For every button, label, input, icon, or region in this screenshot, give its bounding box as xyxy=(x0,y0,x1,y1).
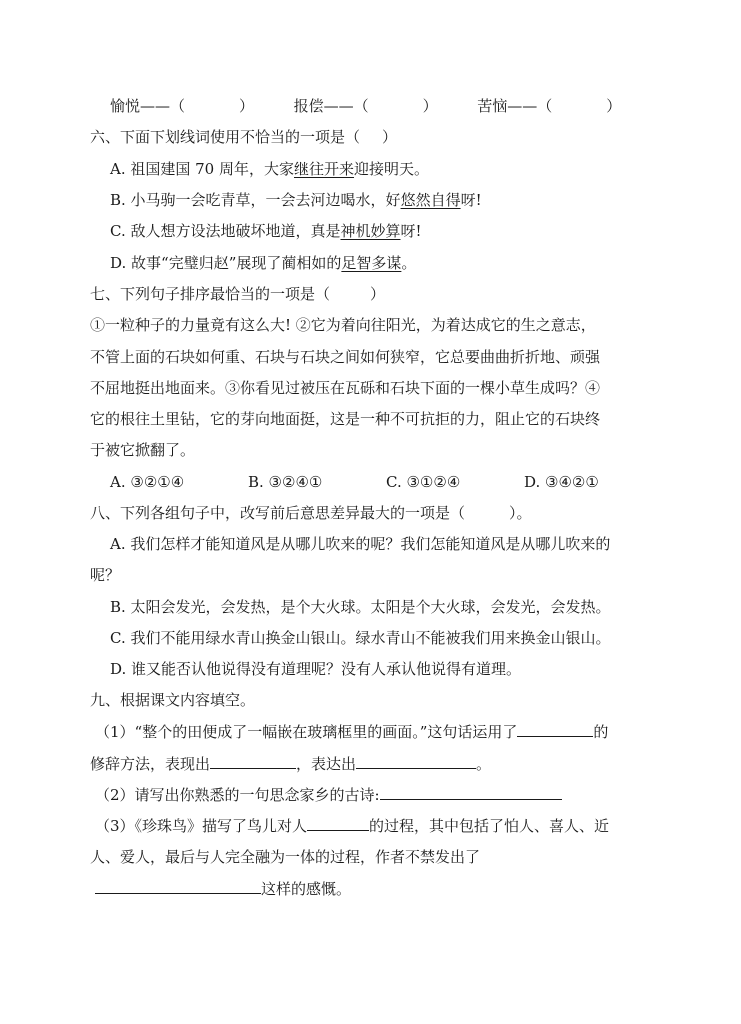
underlined-word: 继往开来 xyxy=(294,160,355,178)
q7-passage-line: 不屈地挺出地面来。③你看见过被压在瓦砾和石块下面的一棵小草生成吗？④ xyxy=(90,379,601,397)
q6-option-d: D. 故事“完璧归赵”展现了蔺相如的足智多谋。 xyxy=(110,254,417,272)
q9-item-2: （2）请写出你熟悉的一句思念家乡的古诗: xyxy=(95,783,562,806)
q7-passage-line: 于被它掀翻了。 xyxy=(90,441,196,459)
answer-blank[interactable] xyxy=(380,783,562,800)
q7-passage-line: 它的根往土里钻，它的芽向地面挺，这是一种不可抗拒的力，阻止它的石块终 xyxy=(90,410,601,428)
q7-option-a: A. ③②①④ xyxy=(110,473,185,491)
answer-blank[interactable] xyxy=(517,720,593,737)
underlined-word: 神机妙算 xyxy=(340,222,401,240)
q8-option-a: A. 我们怎样才能知道风是从哪儿吹来的呢？我们怎能知道风是从哪儿吹来的 xyxy=(110,535,611,553)
underlined-word: 足智多谋 xyxy=(341,254,402,272)
q8-option-b: B. 太阳会发光，会发热，是个大火球。太阳是个大火球，会发光，会发热。 xyxy=(110,598,611,616)
q6-option-a: A. 祖国建国 70 周年，大家继往开来迎接明天。 xyxy=(110,160,430,178)
question-9-title: 九、根据课文内容填空。 xyxy=(90,691,256,709)
q7-passage-line: ①一粒种子的力量竟有这么大! ②它为着向往阳光，为着达成它的生之意志， xyxy=(90,316,596,334)
q8-option-a-cont: 呢？ xyxy=(90,566,121,584)
q7-option-d: D. ③④②① xyxy=(524,473,599,491)
word-pairs-line: 愉悦——（ ） 报偿——（ ） 苦恼——（ ） xyxy=(110,97,622,115)
q7-option-b: B. ③②④① xyxy=(248,473,323,491)
answer-blank[interactable] xyxy=(95,877,261,894)
word-1: 愉悦——（ xyxy=(110,97,186,115)
word-3: 苦恼——（ xyxy=(477,97,553,115)
answer-blank[interactable] xyxy=(356,752,476,769)
question-8-title: 八、下列各组句子中，改写前后意思差异最大的一项是（ ）。 xyxy=(90,504,532,522)
q7-option-c: C. ③①②④ xyxy=(386,473,461,491)
underlined-word: 悠然自得 xyxy=(400,191,461,209)
q8-option-d: D. 谁又能否认他说得没有道理呢？没有人承认他说得有道理。 xyxy=(110,660,522,678)
q6-option-c: C. 敌人想方设法地破坏地道，真是神机妙算呀! xyxy=(110,222,422,240)
q9-item-1: （1）“整个的田便成了一幅嵌在玻璃框里的画面。”这句话运用了 的 xyxy=(95,720,608,743)
q6-option-b: B. 小马驹一会吃青草，一会去河边喝水，好悠然自得呀! xyxy=(110,191,482,209)
answer-blank[interactable] xyxy=(210,752,296,769)
q8-option-c: C. 我们不能用绿水青山换金山银山。绿水青山不能被我们用来换金山银山。 xyxy=(110,629,611,647)
question-6-title: 六、下面下划线词使用不恰当的一项是（ ） xyxy=(90,128,398,146)
q9-item-3-end: 这样的感慨。 xyxy=(95,877,351,900)
q9-item-1-cont: 修辞方法，表现出 ，表达出 。 xyxy=(90,752,491,775)
q9-item-3: （3）《珍珠鸟》描写了鸟儿对人 的过程，其中包括了怕人、喜人、近 xyxy=(95,814,609,837)
question-7-title: 七、下列句子排序最恰当的一项是（ ） xyxy=(90,285,386,303)
q9-item-3-cont: 人、爱人，最后与人完全融为一体的过程，作者不禁发出了 xyxy=(90,848,481,866)
q7-passage-line: 不管上面的石块如何重、石块与石块之间如何狭窄，它总要曲曲折折地、顽强 xyxy=(90,348,601,366)
word-2: 报偿——（ xyxy=(293,97,369,115)
q7-options xyxy=(110,471,599,493)
answer-blank[interactable] xyxy=(307,814,369,831)
